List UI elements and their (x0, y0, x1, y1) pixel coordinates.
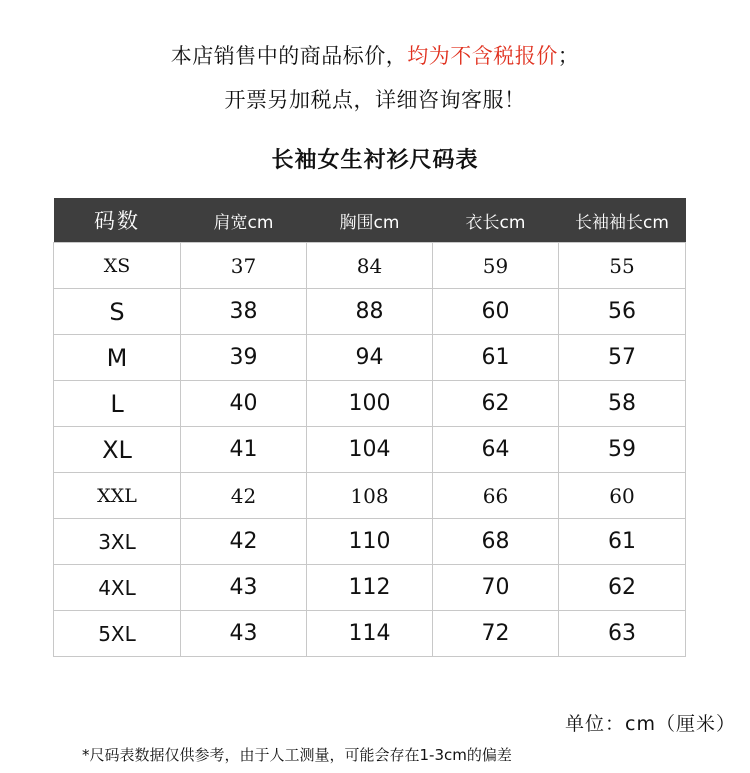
size-cell: XL (54, 427, 181, 473)
tax-notice-line-2: 开票另加税点，详细咨询客服！ (224, 88, 526, 112)
length-cell: 62 (433, 381, 559, 427)
length-cell: 61 (433, 335, 559, 381)
size-chart-table (53, 198, 686, 657)
table-row (54, 289, 686, 335)
bust-cell: 114 (307, 611, 433, 657)
sleeve-cell: 56 (559, 289, 686, 335)
table-row (54, 381, 686, 427)
tax-notice-prefix: 本店销售中的商品标价， (170, 44, 408, 68)
shoulder-cell: 41 (181, 427, 307, 473)
length-cell: 72 (433, 611, 559, 657)
shoulder-cell: 37 (181, 243, 307, 289)
length-cell: 60 (433, 289, 559, 335)
sleeve-cell: 62 (559, 565, 686, 611)
sleeve-cell: 60 (559, 473, 686, 519)
tax-notice-highlight: 均为不含税报价 (407, 44, 558, 68)
bust-cell: 110 (307, 519, 433, 565)
header-length: 衣长cm (433, 198, 559, 243)
table-header-row (54, 198, 686, 243)
size-cell: M (54, 335, 181, 381)
table-row (54, 335, 686, 381)
size-cell: XS (54, 243, 181, 289)
table-row (54, 519, 686, 565)
size-cell: 3XL (54, 519, 181, 565)
table-row (54, 243, 686, 289)
sleeve-cell: 55 (559, 243, 686, 289)
sleeve-cell: 63 (559, 611, 686, 657)
length-cell: 66 (433, 473, 559, 519)
shoulder-cell: 39 (181, 335, 307, 381)
bust-cell: 104 (307, 427, 433, 473)
bust-cell: 108 (307, 473, 433, 519)
length-cell: 59 (433, 243, 559, 289)
header-size: 码数 (54, 198, 181, 243)
length-cell: 64 (433, 427, 559, 473)
shoulder-cell: 40 (181, 381, 307, 427)
shoulder-cell: 38 (181, 289, 307, 335)
unit-label: 单位：cm（厘米） (565, 713, 736, 735)
table-row (54, 611, 686, 657)
shoulder-cell: 43 (181, 565, 307, 611)
measurement-footnote: *尺码表数据仅供参考，由于人工测量，可能会存在1-3cm的偏差 (82, 746, 512, 764)
sleeve-cell: 58 (559, 381, 686, 427)
shoulder-cell: 43 (181, 611, 307, 657)
bust-cell: 112 (307, 565, 433, 611)
bust-cell: 84 (307, 243, 433, 289)
header-shoulder-width: 肩宽cm (181, 198, 307, 243)
bust-cell: 100 (307, 381, 433, 427)
header-bust: 胸围cm (307, 198, 433, 243)
sleeve-cell: 57 (559, 335, 686, 381)
shoulder-cell: 42 (181, 473, 307, 519)
size-cell: L (54, 381, 181, 427)
length-cell: 68 (433, 519, 559, 565)
bust-cell: 88 (307, 289, 433, 335)
bust-cell: 94 (307, 335, 433, 381)
header-sleeve-length: 长袖袖长cm (559, 198, 686, 243)
length-cell: 70 (433, 565, 559, 611)
sleeve-cell: 61 (559, 519, 686, 565)
size-cell: S (54, 289, 181, 335)
table-row (54, 565, 686, 611)
size-cell: XXL (54, 473, 181, 519)
size-chart-title: 长袖女生衬衫尺码表 (271, 148, 479, 173)
tax-notice-line-1 (0, 40, 750, 70)
shoulder-cell: 42 (181, 519, 307, 565)
table-row (54, 473, 686, 519)
sleeve-cell: 59 (559, 427, 686, 473)
tax-notice-suffix: ； (557, 44, 580, 68)
table-row (54, 427, 686, 473)
size-cell: 5XL (54, 611, 181, 657)
size-cell: 4XL (54, 565, 181, 611)
